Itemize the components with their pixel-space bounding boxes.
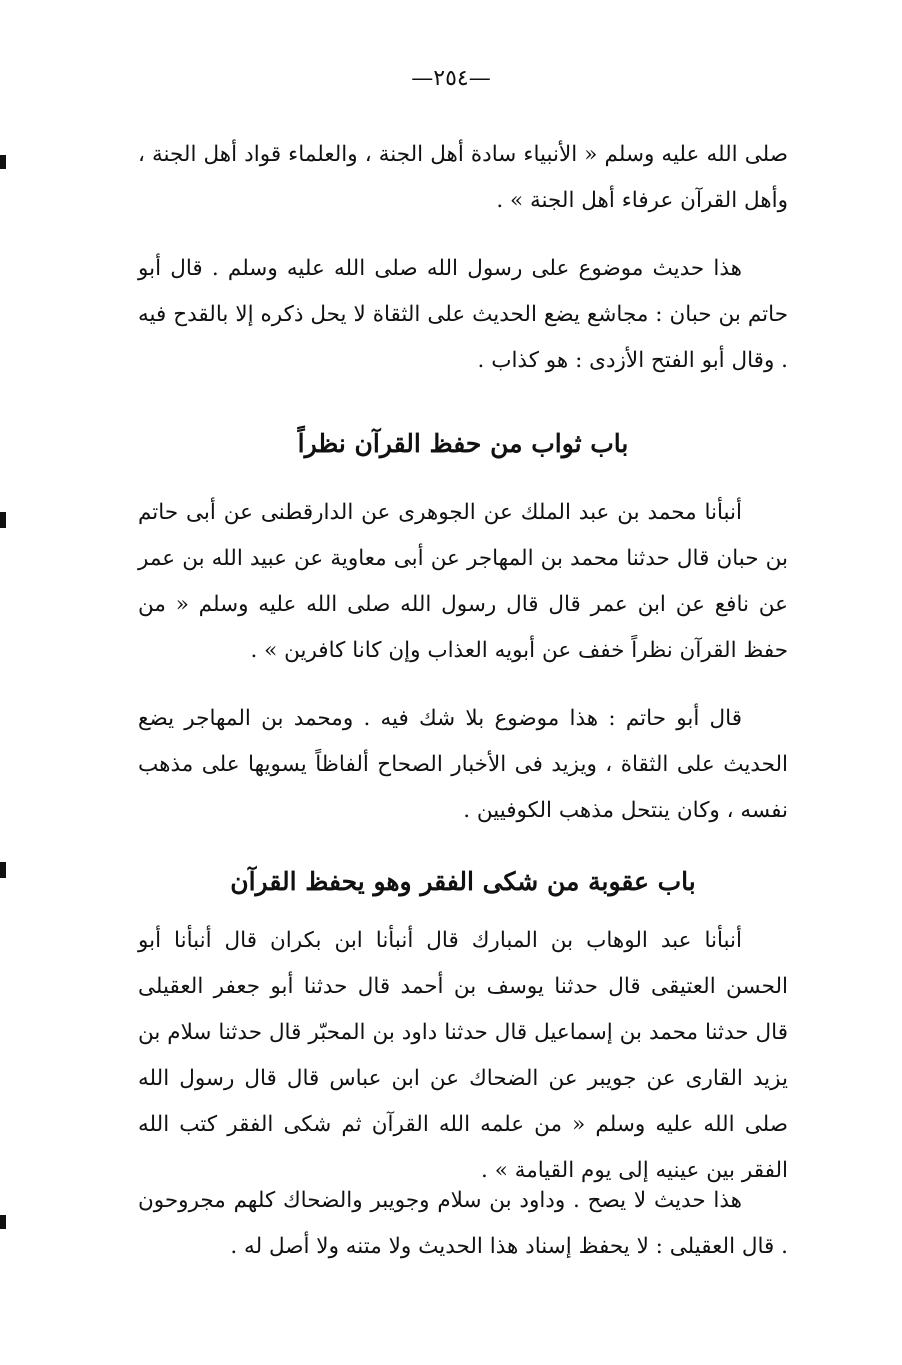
margin-mark (0, 155, 6, 169)
margin-mark (0, 862, 6, 878)
paragraph-1: صلى الله عليه وسلم « الأنبياء سادة أهل الجنة ، والعلماء قواد أهل الجنة ، وأهل القرآن عرفاء أهل الجنة » . (138, 142, 788, 213)
paragraph-6: هذا حديث لا يصح . وداود بن سلام وجويبر والضحاك كلهم مجروحون . قال العقيلى : لا يحفظ إسناد هذا الحديث ولا متنه ولا أصل له . (138, 1188, 788, 1259)
paragraph-4: قال أبو حاتم : هذا موضوع بلا شك فيه . ومحمد بن المهاجر يضع الحديث على الثقاة ، ويزيد فى الأخبار الصحاح ألفاظاً يسويها على مذهب نفسه ، وكان ينتحل مذهب الكوفيين . (138, 706, 788, 823)
paragraph-2: هذا حديث موضوع على رسول الله صلى الله عليه وسلم . قال أبو حاتم بن حبان : مجاشع يضع الحديث على الثقاة لا يحل ذكره إلا بالقدح فيه . وقال أبو الفتح الأزدى : هو كذاب . (138, 256, 788, 373)
section-heading-1: باب ثواب من حفظ القرآن نظراً (297, 429, 629, 458)
paragraph-3: أنبأنا محمد بن عبد الملك عن الجوهرى عن الدارقطنى عن أبى حاتم بن حبان قال حدثنا محمد بن المهاجر عن أبى معاوية عن عبيد الله بن عمر عن نافع عن ابن عمر قال قال رسول الله صلى الله عليه وسلم « من حفظ القرآن نظراً خفف عن أبويه العذاب وإن كانا كافرين » . (138, 500, 788, 663)
section-heading-2: باب عقوبة من شكى الفقر وهو يحفظ القرآن (230, 867, 696, 896)
margin-mark (0, 512, 6, 528)
paragraph-5: أنبأنا عبد الوهاب بن المبارك قال أنبأنا ابن بكران قال أنبأنا أبو الحسن العتيقى قال حدثنا يوسف بن أحمد قال حدثنا أبو جعفر العقيلى قال حدثنا محمد بن إسماعيل قال حدثنا داود بن المحبّر قال حدثنا سلام بن يزيد القارى عن جويبر عن الضحاك عن ابن عباس قال قال رسول الله صلى الله عليه وسلم « من علمه الله القرآن ثم شكى الفقر كتب الله الفقر بين عينيه إلى يوم القيامة » . (138, 928, 788, 1183)
page-number: —٢٥٤— (411, 66, 491, 91)
margin-mark (0, 1215, 6, 1229)
